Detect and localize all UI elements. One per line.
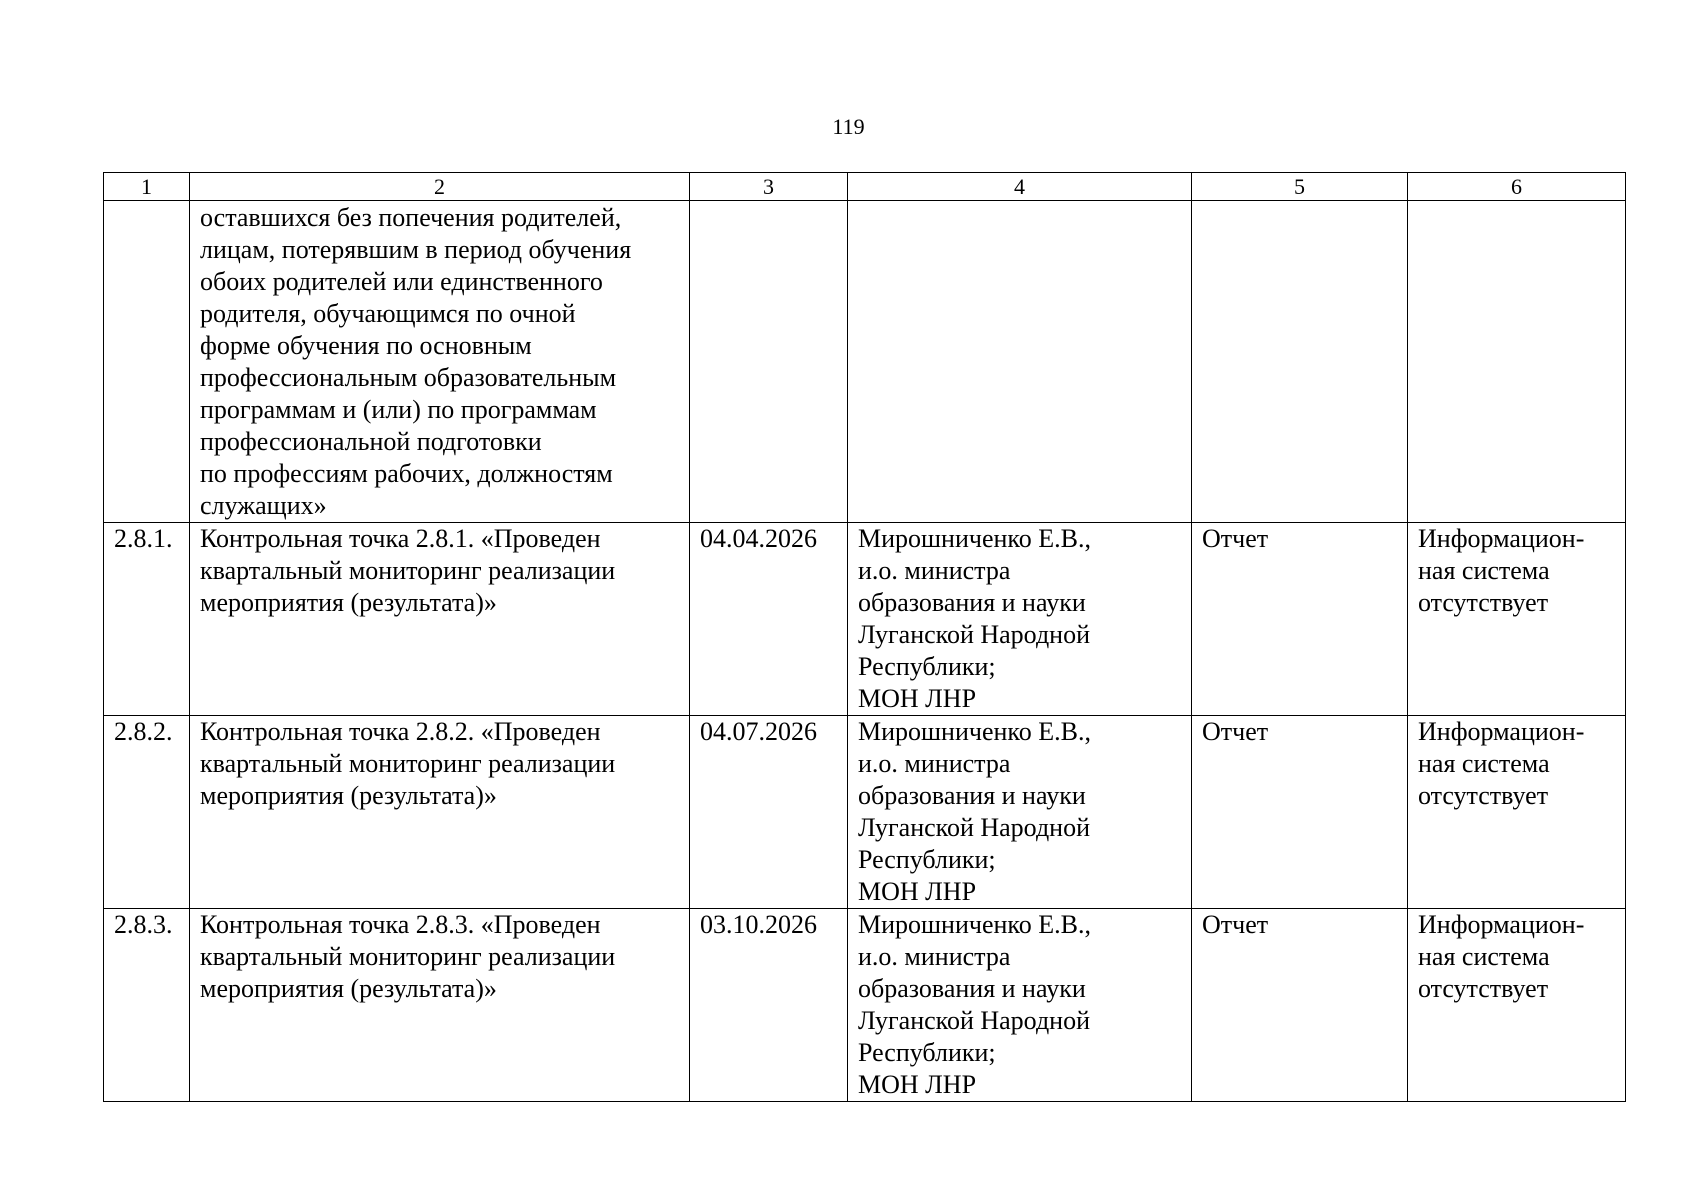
row-info-system: Информацион- ная система отсутствует <box>1408 716 1626 909</box>
column-header: 3 <box>690 173 848 201</box>
row-responsible: Мирошниченко Е.В., и.о. министра образования и науки Луганской Народной Республики; МОН ЛНР <box>848 716 1192 909</box>
row-date: 04.04.2026 <box>690 523 848 716</box>
row-number: 2.8.3. <box>104 909 190 1102</box>
row-info-system: Информацион- ная система отсутствует <box>1408 909 1626 1102</box>
page-number: 119 <box>832 114 865 139</box>
row-description: Контрольная точка 2.8.3. «Проведен квартальный мониторинг реализации мероприятия (результата)» <box>190 909 690 1102</box>
row-description: Контрольная точка 2.8.1. «Проведен квартальный мониторинг реализации мероприятия (результата)» <box>190 523 690 716</box>
table-row <box>104 716 1626 909</box>
column-header: 6 <box>1408 173 1626 201</box>
column-header: 5 <box>1192 173 1408 201</box>
row-number <box>104 201 190 523</box>
row-document: Отчет <box>1192 716 1408 909</box>
column-header: 1 <box>104 173 190 201</box>
column-header: 2 <box>190 173 690 201</box>
row-info-system <box>1408 201 1626 523</box>
row-responsible <box>848 201 1192 523</box>
control-points-table <box>103 172 1626 1102</box>
row-date: 03.10.2026 <box>690 909 848 1102</box>
row-date: 04.07.2026 <box>690 716 848 909</box>
table-header-row <box>104 173 1626 201</box>
row-document <box>1192 201 1408 523</box>
column-header: 4 <box>848 173 1192 201</box>
table-row <box>104 523 1626 716</box>
row-number: 2.8.1. <box>104 523 190 716</box>
row-document: Отчет <box>1192 909 1408 1102</box>
row-responsible: Мирошниченко Е.В., и.о. министра образования и науки Луганской Народной Республики; МОН ЛНР <box>848 523 1192 716</box>
row-description: Контрольная точка 2.8.2. «Проведен квартальный мониторинг реализации мероприятия (результата)» <box>190 716 690 909</box>
row-description: оставшихся без попечения родителей, лицам, потерявшим в период обучения обоих родителей или единственного родителя, обучающимся по очной форме обучения по основным профессиональным образовательным программам и (или) по программам профессиональной подготовки по профессиям рабочих, должностям служащих» <box>190 201 690 523</box>
row-document: Отчет <box>1192 523 1408 716</box>
row-responsible: Мирошниченко Е.В., и.о. министра образования и науки Луганской Народной Республики; МОН ЛНР <box>848 909 1192 1102</box>
table-row <box>104 909 1626 1102</box>
row-date <box>690 201 848 523</box>
row-info-system: Информацион- ная система отсутствует <box>1408 523 1626 716</box>
row-number: 2.8.2. <box>104 716 190 909</box>
table-row <box>104 201 1626 523</box>
